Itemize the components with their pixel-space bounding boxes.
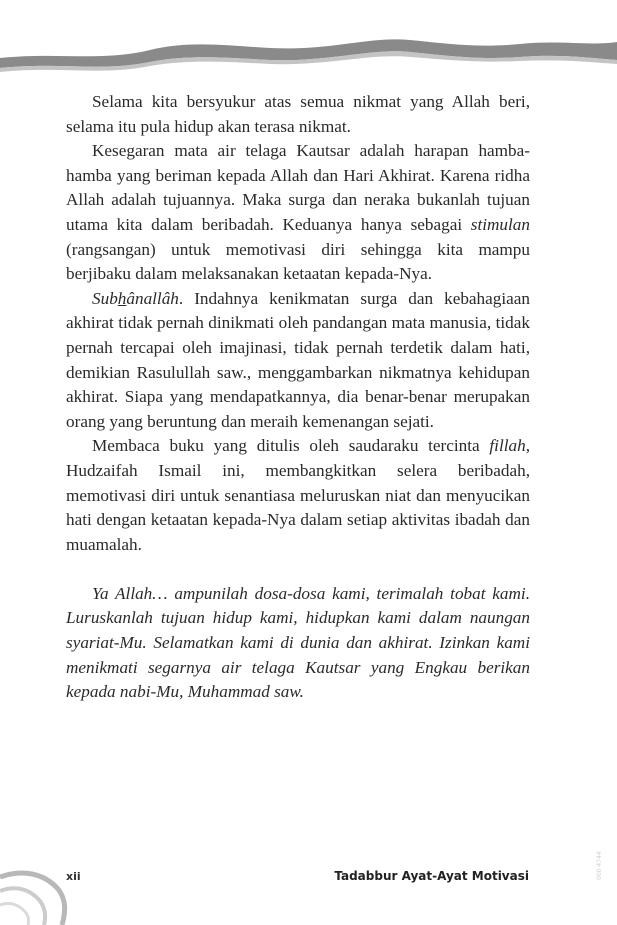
footer-swirl-decoration <box>0 845 120 925</box>
page-number: xii <box>66 870 81 883</box>
running-footer-title: Tadabbur Ayat-Ayat Motivasi <box>334 869 529 883</box>
arabic-term: Subhânallâh <box>92 288 179 308</box>
header-wave-decoration <box>0 0 617 80</box>
side-stamp: 000 4744 <box>596 851 603 880</box>
paragraph-4: Membaca buku yang ditulis oleh saudaraku tercinta fillah, Hudzaifah Ismail ini, membangkitkan selera beribadah, memotivasi diri untuk senantiasa meluruskan niat dan menyucikan hati dengan ketaatan kepada-Nya dalam setiap aktivitas ibadah dan muamalah. <box>66 436 530 554</box>
paragraph-3: Subhânallâh. Indahnya kenikmatan surga dan kebahagiaan akhirat tidak pernah dinikmati oleh pandangan mata manusia, tidak pernah tercapai oleh imajinasi, tidak pernah terdetik dalam hati, demikian Rasulullah saw., menggambarkan nikmatnya kehidupan akhirat. Siapa yang mendapatkannya, dia benar-benar merupakan orang yang beruntung dan meraih kemenangan sejati. <box>66 288 530 431</box>
prayer-paragraph: Ya Allah… ampunilah dosa-dosa kami, terimalah tobat kami. Luruskanlah tujuan hidup kami, hidupkan kami dalam naungan syariat-Mu. Selamatkan kami di dunia dan akhirat. Izinkan kami menikmati segarnya air telaga Kautsar yang Engkau berikan kepada nabi-Mu, Muhammad saw. <box>66 583 530 702</box>
body-text <box>66 90 530 705</box>
paragraph-2: Kesegaran mata air telaga Kautsar adalah harapan hamba-hamba yang beriman kepada Allah dan Hari Akhirat. Karena ridha Allah adalah tujuannya. Maka surga dan neraka bukanlah tujuan utama kita dalam beribadah. Keduanya hanya sebagai stimulan (rangsangan) untuk memotivasi diri sehingga kita mampu berjibaku dalam melaksanakan ketaatan kepada-Nya. <box>66 141 530 284</box>
paragraph-1: Selama kita bersyukur atas semua nikmat yang Allah beri, selama itu pula hidup akan terasa nikmat. <box>66 92 530 136</box>
